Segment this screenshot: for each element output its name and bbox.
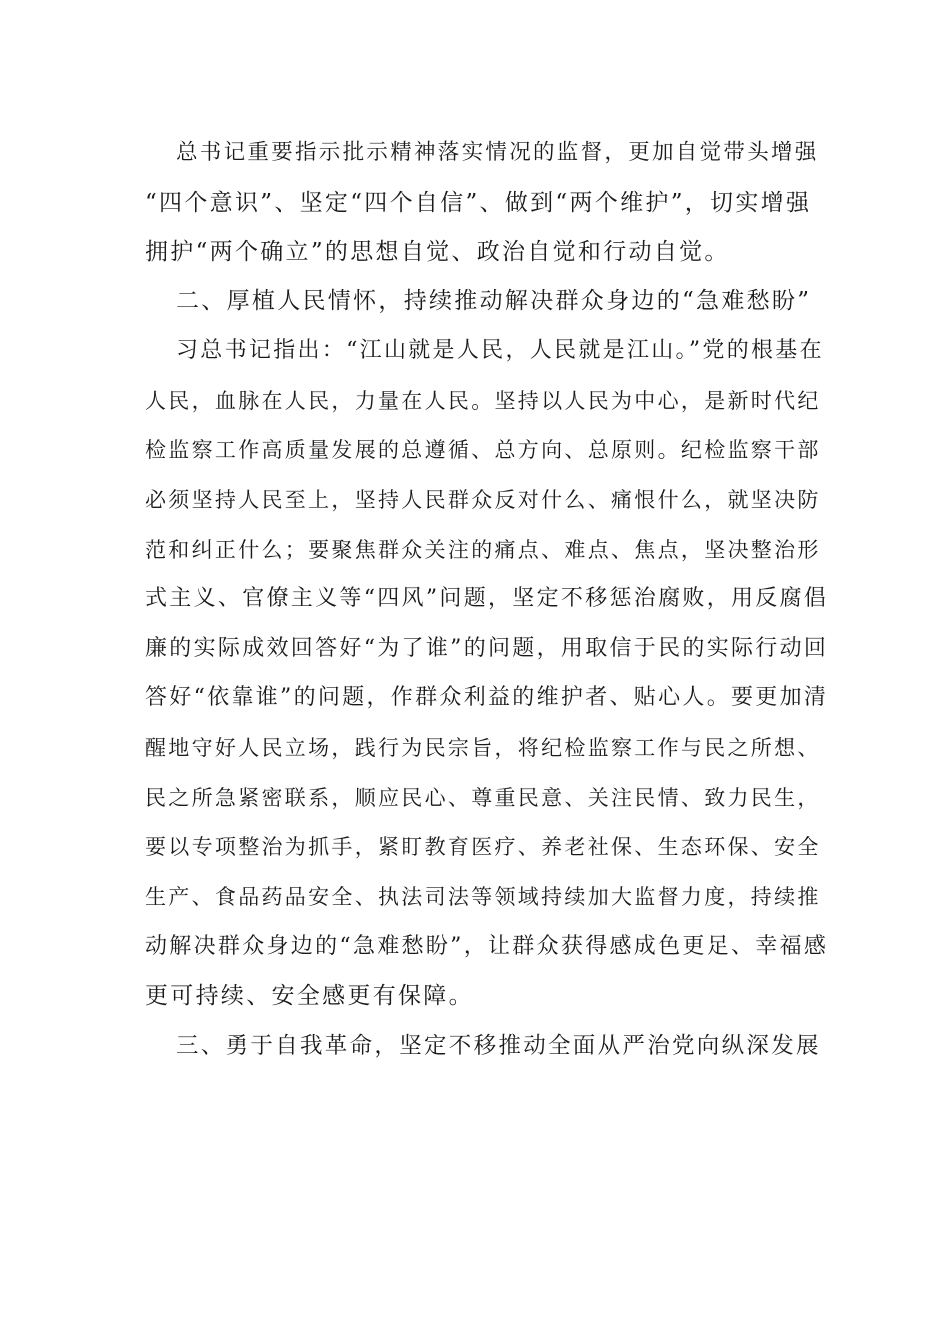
paragraph-line: 生产、食品药品安全、执法司法等领域持续加大监督力度，持续推 — [145, 885, 821, 909]
paragraph-line: “四个意识”、坚定“四个自信”、做到“两个维护”，切实增强 — [145, 190, 812, 216]
section-heading-2: 二、厚植人民情怀，持续推动解决群众身边的“急难愁盼” — [176, 288, 812, 314]
paragraph-line: 必须坚持人民至上，坚持人民群众反对什么、痛恨什么，就坚决防 — [145, 488, 821, 512]
paragraph-line: 人民，血脉在人民，力量在人民。坚持以人民为中心，是新时代纪 — [145, 389, 821, 413]
paragraph-line: 更可持续、安全感更有保障。 — [145, 983, 474, 1009]
paragraph-line: 廉的实际成效回答好“为了谁”的问题，用取信于民的实际行动回 — [145, 636, 829, 661]
paragraph-line: 拥护“两个确立”的思想自觉、政治自觉和行动自觉。 — [145, 239, 730, 265]
paragraph-line: 习总书记指出：“江山就是人民，人民就是江山。”党的根基在 — [176, 338, 824, 363]
paragraph-line: 总书记重要指示批示精神落实情况的监督，更加自觉带头增强 — [176, 140, 819, 165]
section-heading-3: 三、勇于自我革命，坚定不移推动全面从严治党向纵深发展 — [176, 1033, 821, 1059]
paragraph-line: 要以专项整治为抓手，紧盯教育医疗、养老社保、生态环保、安全 — [145, 835, 821, 859]
paragraph-line: 答好“依靠谁”的问题，作群众利益的维护者、贴心人。要更加清 — [145, 685, 829, 710]
paragraph-line: 动解决群众身边的“急难愁盼”，让群众获得感成色更足、幸福感 — [145, 934, 829, 959]
paragraph-line: 范和纠正什么；要聚焦群众关注的痛点、难点、焦点，坚决整治形 — [145, 538, 821, 562]
paragraph-line: 式主义、官僚主义等“四风”问题，坚定不移惩治腐败，用反腐倡 — [145, 586, 829, 611]
paragraph-line: 醒地守好人民立场，践行为民宗旨，将纪检监察工作与民之所想、 — [145, 736, 821, 760]
paragraph-line: 检监察工作高质量发展的总遵循、总方向、总原则。纪检监察干部 — [145, 438, 821, 462]
paragraph-line: 民之所急紧密联系，顺应民心、尊重民意、关注民情、致力民生， — [145, 786, 821, 810]
